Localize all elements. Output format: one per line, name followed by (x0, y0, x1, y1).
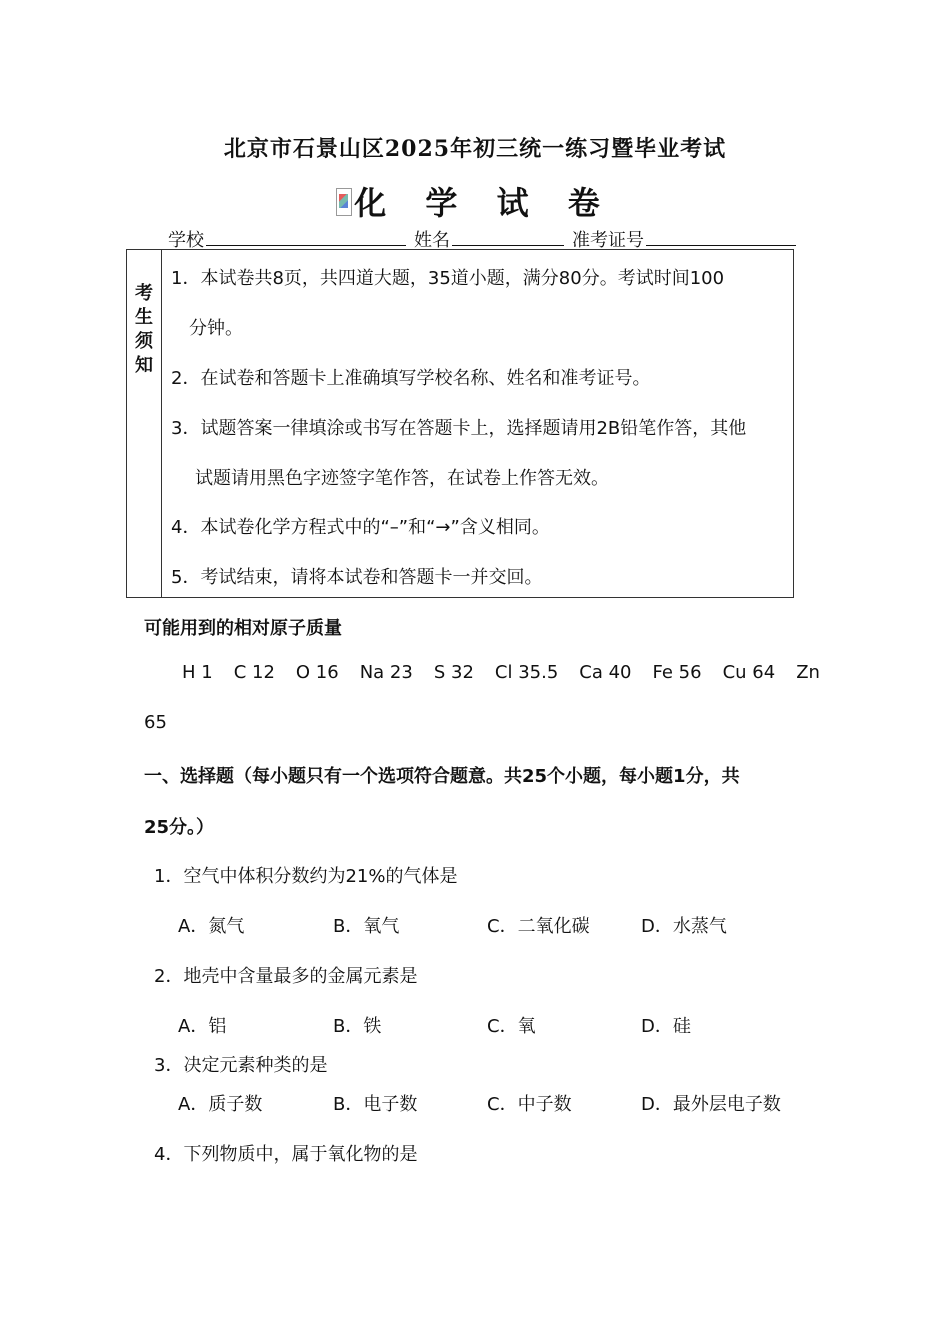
atomic-mass-item: C 12 (233, 662, 275, 683)
question-option: B．氧气 (333, 916, 400, 937)
atomic-mass-item: Ca 40 (579, 662, 632, 683)
school-label: 学校 (168, 230, 204, 251)
subtitle-text: 化 学 试 卷 (354, 184, 614, 222)
notice-item: 2．在试卷和答题卡上准确填写学校名称、姓名和准考证号。 (171, 368, 651, 389)
atomic-mass-item: S 32 (433, 662, 474, 683)
question-option: D．硅 (641, 1016, 691, 1037)
exam-id-blank (646, 227, 796, 246)
exam-title: 北京市石景山区2025年初三统一练习暨毕业考试 (223, 136, 727, 162)
notice-item: 试题请用黑色字迹签字笔作答，在试卷上作答无效。 (195, 468, 609, 489)
atomic-mass-item: Cl 35.5 (494, 662, 559, 683)
question-option: C．二氧化碳 (487, 916, 590, 937)
notice-side-label: 考生须知 (135, 283, 153, 376)
question-option: C．氧 (487, 1016, 536, 1037)
atomic-mass-item: Zn (796, 662, 820, 683)
exam-notice-box (126, 249, 794, 598)
section-heading-cont: 25分。） (144, 817, 215, 838)
notice-side-cell (127, 250, 162, 597)
question-option: A．质子数 (178, 1094, 263, 1115)
notice-item: 4．本试卷化学方程式中的“–”和“→”含义相同。 (171, 517, 550, 538)
name-label: 姓名 (414, 230, 450, 251)
question-option: C．中子数 (487, 1094, 572, 1115)
question-option: A．铝 (178, 1016, 227, 1037)
notice-item: 分钟。 (189, 318, 243, 339)
atomic-mass-item: Fe 56 (652, 662, 702, 683)
name-blank (452, 227, 564, 246)
atomic-mass-overflow: 65 (144, 712, 167, 733)
school-blank (206, 227, 406, 246)
question-stem: 4．下列物质中，属于氧化物的是 (154, 1144, 418, 1165)
question-option: A．氮气 (178, 916, 245, 937)
exam-id-label: 准考证号 (572, 230, 644, 251)
broken-image-icon (336, 188, 352, 216)
atomic-mass-item: H 1 (182, 662, 213, 683)
notice-item: 1．本试卷共8页，共四道大题，35道小题，满分80分。考试时间100 (171, 268, 725, 289)
question-stem: 1．空气中体积分数约为21%的气体是 (154, 866, 458, 887)
atomic-mass-item: O 16 (295, 662, 339, 683)
exam-subtitle (0, 178, 950, 224)
atomic-mass-heading: 可能用到的相对原子质量 (144, 618, 342, 639)
question-option: D．最外层电子数 (641, 1094, 781, 1115)
question-stem: 2．地壳中含量最多的金属元素是 (154, 966, 418, 987)
notice-item: 3．试题答案一律填涂或书写在答题卡上，选择题请用2B铅笔作答，其他 (171, 418, 747, 439)
section-heading: 一、选择题（每小题只有一个选项符合题意。共25个小题，每小题1分，共 (144, 766, 740, 787)
atomic-mass-item: Na 23 (359, 662, 413, 683)
notice-item: 5．考试结束，请将本试卷和答题卡一并交回。 (171, 567, 543, 588)
question-option: B．电子数 (333, 1094, 418, 1115)
question-stem: 3．决定元素种类的是 (154, 1055, 328, 1076)
question-option: B．铁 (333, 1016, 382, 1037)
atomic-mass-list (182, 662, 820, 683)
atomic-mass-item: Cu 64 (722, 662, 776, 683)
question-option: D．水蒸气 (641, 916, 727, 937)
